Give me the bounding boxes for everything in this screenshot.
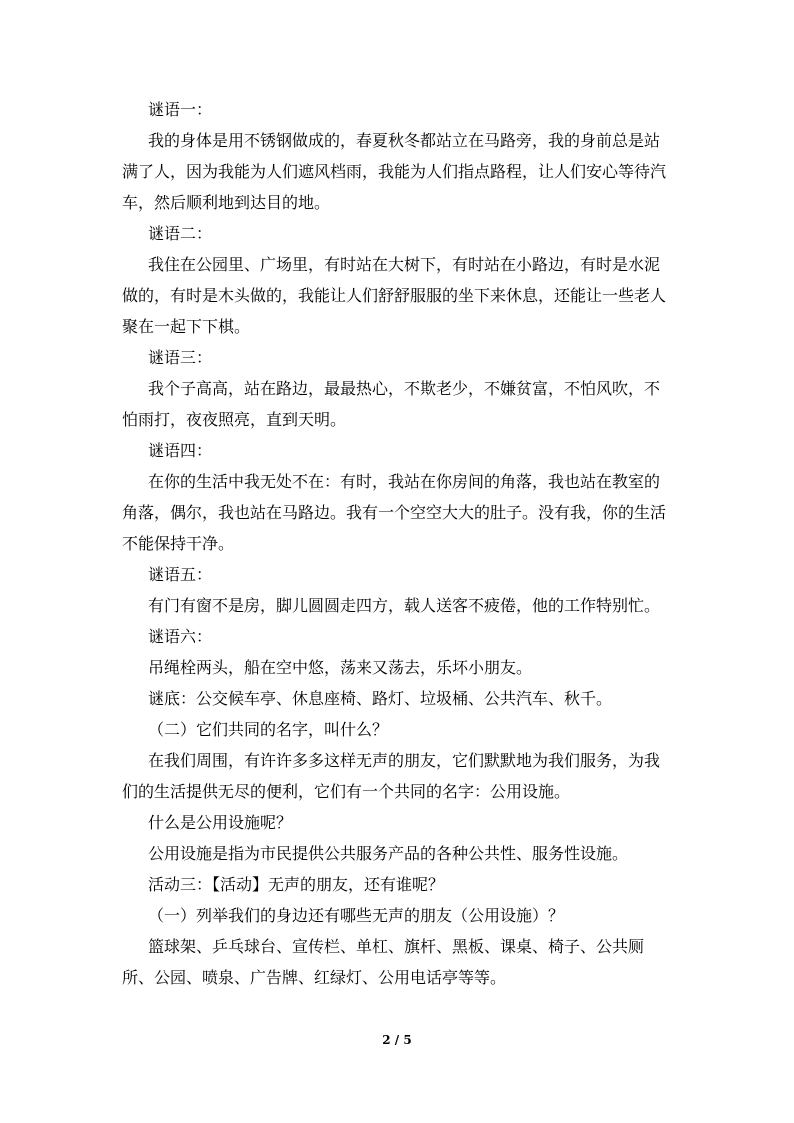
paragraph: （一）列举我们的身边还有哪些无声的朋友（公用设施）？ — [148, 906, 565, 925]
paragraph: 什么是公用设施呢？ — [148, 813, 293, 832]
paragraph — [122, 931, 670, 993]
paragraph: 谜语二： — [148, 224, 213, 243]
page-number: 2 / 5 — [382, 1033, 412, 1047]
paragraph: 活动三：【活动】无声的朋友，还有谁呢？ — [148, 875, 445, 894]
paragraph-line: 在你的生活中我无处不在：有时，我站在你房间的角落，我也站在教室的 — [148, 472, 661, 491]
paragraph: 谜语五： — [148, 565, 213, 584]
paragraph-line: 不能保持干净。 — [122, 534, 235, 553]
paragraph-line: 们的生活提供无尽的便利，它们有一个共同的名字：公用设施。 — [122, 782, 571, 801]
paragraph: 谜语一： — [148, 100, 213, 119]
paragraph-line: 我的身体是用不锈钢做成的，春夏秋冬都站立在马路旁，我的身前总是站 — [148, 131, 661, 150]
paragraph — [122, 745, 670, 807]
paragraph: 谜语六： — [148, 627, 213, 646]
paragraph: 吊绳栓两头，船在空中悠，荡来又荡去，乐坏小朋友。 — [148, 658, 533, 677]
paragraph-line: 聚在一起下下棋。 — [122, 317, 251, 336]
paragraph-line: 怕雨打，夜夜照亮，直到天明。 — [122, 410, 347, 429]
paragraph-line: 在我们周围，有许许多多这样无声的朋友，它们默默地为我们服务，为我 — [148, 751, 661, 770]
paragraph: 谜语四： — [148, 441, 213, 460]
paragraph — [122, 125, 670, 218]
paragraph-line: 我个子高高，站在路边，最最热心，不欺老少，不嫌贫富，不怕风吹，不 — [148, 379, 661, 398]
paragraph: 谜底：公交候车亭、休息座椅、路灯、垃圾桶、公共汽车、秋千。 — [148, 689, 613, 708]
paragraph: 公用设施是指为市民提供公共服务产品的各种公共性、服务性设施。 — [148, 844, 629, 863]
paragraph-line: 车，然后顺利地到达目的地。 — [122, 193, 331, 212]
paragraph-line: 所、公园、喷泉、广告牌、红绿灯、公用电话亭等等。 — [122, 968, 507, 987]
paragraph-line: 篮球架、乒乓球台、宣传栏、单杠、旗杆、黑板、课桌、椅子、公共厕 — [148, 937, 645, 956]
paragraph-line: 角落，偶尔，我也站在马路边。我有一个空空大大的肚子。没有我，你的生活 — [122, 503, 667, 522]
paragraph-line: 满了人，因为我能为人们遮风档雨，我能为人们指点路程，让人们安心等待汽 — [122, 162, 667, 181]
paragraph-line: 我住在公园里、广场里，有时站在大树下，有时站在小路边，有时是水泥 — [148, 255, 661, 274]
paragraph — [122, 466, 670, 559]
document-body — [122, 94, 670, 993]
paragraph: （二）它们共同的名字，叫什么？ — [148, 720, 389, 739]
paragraph: 有门有窗不是房，脚儿圆圆走四方，载人送客不疲倦，他的工作特别忙。 — [148, 596, 661, 615]
paragraph — [122, 249, 670, 342]
paragraph — [122, 373, 670, 435]
paragraph-line: 做的，有时是木头做的，我能让人们舒舒服服的坐下来休息，还能让一些老人 — [122, 286, 667, 305]
paragraph: 谜语三： — [148, 348, 213, 367]
